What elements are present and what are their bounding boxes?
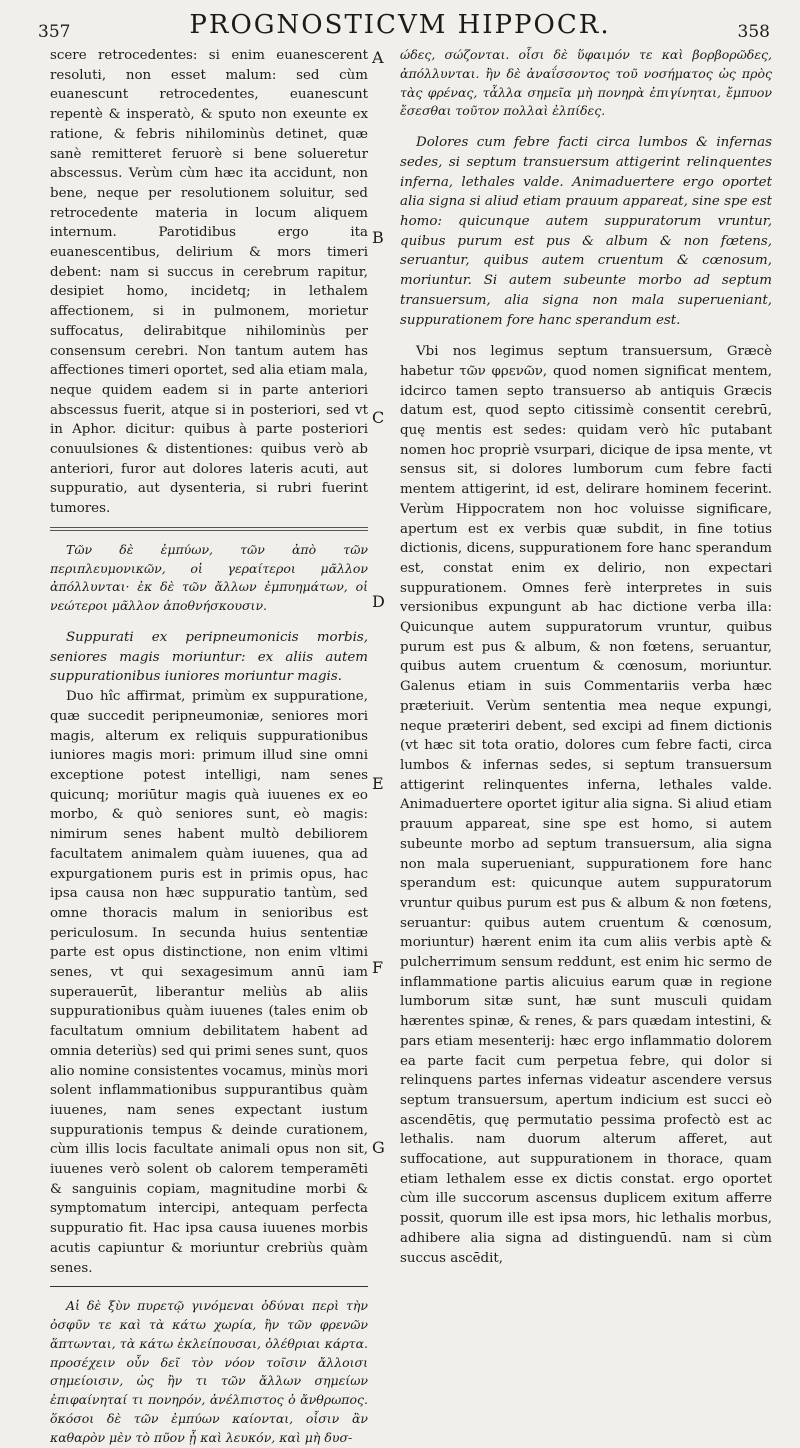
left-paragraph-1: scere retrocedentes: si enim euanescerent resoluti, non esset malum: sed cùm euanescunt retrocedentes, euanescunt repentè & insperatò, & sputo non exeunte ex ratione, & febris nihilominùs detinet, quæ sanè remitteret feruorè si bene solueretur abscessus. Verùm cùm hæc ita accidunt, non bene, neque per resolutionem soluitur, sed retrocedente materia in locum aliquem internum. Parotidibus ergo ita euanescentibus, delirium & mors timeri debent: nam si succus in cerebrum rapitur, desipiet homo, incidetq; in lethalem affectionem, si in pulmonem, morietur suffocatus, delirabitque nihilominùs per consensum cerebri. Non tantum autem has affectiones timeri oportet, sed alia etiam mala, neque quidem eadem si in parte anteriori abscessus fuerit, atque si in posteriori, sed vt in Aphor. dicitur: quibus à parte posteriori conuulsiones & distentiones: quibus verò ab anteriori, furor aut dolores lateris acuti, aut suppuratio, aut dysenteria, si rubri fuerint tumores. xyxy=(50,48,368,517)
page-header xyxy=(0,4,800,44)
commentary-paragraph-2: Vbi nos legimus septum transuersum, Græcè habetur τῶν φρενῶν, quod nomen significat mentem, idcirco tamen septo transuerso ab antiquis Græcis datum est, quod septo citissimè consentit cerebrū, quę mentis est sedes: quidam verò hîc putabant nomen hoc propriè vsurpari, dicique de ipsa mente, vt sensus sit, si dolores lumborum cum febre facti mentem attigerint, id est, delirare hominem fecerint. Verùm Hippocratem non hoc voluisse significare, apertum est ex verbis quæ subdit, in fine totius dictionis, dicens, suppurationem fore hanc sperandum est, constat enim ex delirio, non expectari suppurationem. Omnes ferè interpretes in suis versionibus expungunt ab hac dictione verba illa: Quicunque autem suppuratorum vruntur, quibus purum est pus & album, & non fœtens, seruantur, quibus autem cruentum & cœnosum, moriuntur. Galenus etiam in suis Commentariis verba hæc præteriuit. Verùm sententia mea neque expungi, neque præteriri debent, sed excipi ad finem dictionis (vt hæc sit tota oratio, dolores cum febre facti, circa lumbos & infernas sedes, si septum transuersum attigerint relinquentes inferna, lethales valde. Animaduertere oportet igitur alia signa. Si aliud etiam prauum appareat, sine spe est homo, si autem subeunte morbo ad septum transuersum, alia signa non mala superueniant, suppurationem fore hanc sperandum est: quicunque autem suppuratorum vruntur quibus purum est pus & album & non fœtens, seruantur: quibus autem cruentum & cœnosum, moriuntur) hærent enim ita cum aliis verbis aptè & pulcherrimum sensum reddunt, est enim hic sermo de inflammatione partis alicuius earum quæ in regione lumborum sitæ sunt, hæ sunt musculi quidam hærentes spinæ, & renes, & pars quædam intestini, & pars etiam mesenterij: hæc ergo inflammatio dolorem ea parte facit cum perpetua febre, qui dolor si relinquens partes infernas videatur ascendere versus septum transuersum, apertum indicium est succi eò ascendētis, quę permutatio pessima profectò est ac lethalis. nam duorum alterum afferet, aut suffocatione, aut suppurationem in thorace, quam etiam lethalem esse ex dictis constat. ergo oportet cùm ille succorum ascensus duplicem exitum afferre possit, quorum ille est ipsa mors, hic lethalis morbus, adhibere alia signa ad distinguendū. nam si cùm succus ascēdit, xyxy=(400,344,772,1266)
running-title: PROGNOSTICVM HIPPOCR. xyxy=(189,10,611,40)
margin-letter-e: E xyxy=(372,774,384,793)
margin-letter-b: B xyxy=(372,228,384,247)
greek-aphorism-1: Τῶν δὲ ἐμπύων, τῶν ἀπὸ τῶν περιπλευμονικῶν, οἱ γεραίτεροι μᾶλλον ἀπόλλυνται· ἐκ δὲ τῶν ἄλλων ἐμπυημάτων, οἱ νεώτεροι μᾶλλον ἀποθνήσκουσιν. xyxy=(50,541,368,614)
margin-letter-f: F xyxy=(372,958,384,977)
greek-aphorism-2: Αἱ δὲ ξὺν πυρετῷ γινόμεναι ὀδύναι περὶ τὴν ὀσφῦν τε καὶ τὰ κάτω χωρία, ἢν τῶν φρενῶν ἅπτωνται, τὰ κάτω ἐκλείπουσαι, ὀλέθριαι κάρτα. προσέχειν οὖν δεῖ τὸν νόον τοῖσιν ἄλλοισι σημείοισιν, ὡς ἢν τι τῶν ἄλλων σημείων ἐπιφαίνηταί τι πονηρόν, ἀνέλπιστος ὁ ἄνθρωπος. ὅκόσοι δὲ τῶν ἐμπύων καίονται, οἷσιν ἂν καθαρὸν μὲν τὸ πῦον ᾖ καὶ λευκόν, καὶ μὴ δυσ- xyxy=(50,1298,368,1445)
margin-letter-g: G xyxy=(372,1138,385,1157)
page-number-right: 358 xyxy=(737,22,770,42)
section-divider xyxy=(50,1286,368,1287)
latin-aphorism-1: Suppurati ex peripneumonicis morbis, seniores magis moriuntur: ex aliis autem suppurationibus iuniores moriuntur magis. xyxy=(50,630,368,685)
latin-aphorism-2: Dolores cum febre facti circa lumbos & infernas sedes, si septum transuersum attigerint relinquentes inferna, lethales valde. Animaduertere ergo oportet alia signa si aliud etiam prauum appareat, sine spe est homo: quicunque autem suppuratorum vruntur, quibus purum est pus & album & non fœtens, seruantur, quibus autem cruentum & cœnosum, moriuntur. Si autem subeunte morbo ad septum transuersum, alia signa non mala superueniant, suppurationem fore hanc sperandum est. xyxy=(400,135,772,328)
margin-letters xyxy=(368,0,398,1277)
greek-aphorism-2-continued: ώδες, σώζονται. οἷσι δὲ ὕφαιμόν τε καὶ βορβορῶδες, ἀπόλλυνται. ἢν δὲ ἀναΐσσοντος τοῦ νοσήματος ὡς πρὸς τὰς φρένας, τἆλλα σημεῖα μὴ πονηρὰ ἐπιγίνηται, ἔμπυον ἔσεσθαι τοῦτον πολλαὶ ἐλπίδες. xyxy=(400,47,772,119)
margin-letter-c: C xyxy=(372,408,385,427)
right-column xyxy=(400,46,772,1268)
commentary-paragraph-1: Duo hîc affirmat, primùm ex suppuratione, quæ succedit peripneumoniæ, seniores mori magis, alterum ex reliquis suppurationibus iuniores magis mori: primum illud sine omni exceptione potest intelligi, nam senes quicunq; moriūtur magis quà iuuenes ex eo morbo, & quò seniores sunt, eò magis: nimirum senes habent multò debiliorem facultatem animalem quàm iuuenes, qua ad expurgationem puris est in primis opus, hac ipsa causa non hæc suppuratio tantùm, sed omne thoracis malum in senioribus est periculosum. In secunda huius sententiæ parte est opus distinctione, non enim vltimi senes, vt qui sexagesimum annū iam superauerūt, liberantur meliùs ab aliis suppurationibus quàm iuuenes (tales enim ob facultatum omnium debilitatem habent ad omnia deteriùs) sed qui primi senes sunt, quos alio nomine consistentes vocamus, minùs mori solent inflammationibus suppurantibus quàm iuuenes, nam senes expectant iustum suppurationis tempus & deinde curationem, cùm illis locis facultate animali opus non sit, iuuenes verò solent ob calorem temperamēti & sanguinis copiam, magnitudine morbi & symptomatum intercipi, antequam perfecta suppuratio fit. Hac ipsa causa iuuenes morbis acutis capiuntur & moriuntur crebriùs quàm senes. xyxy=(50,689,368,1276)
margin-letter-a: A xyxy=(372,48,384,67)
left-column xyxy=(50,46,368,1448)
section-divider xyxy=(50,527,368,531)
page-number-left: 357 xyxy=(38,22,71,42)
margin-letter-d: D xyxy=(372,592,385,611)
